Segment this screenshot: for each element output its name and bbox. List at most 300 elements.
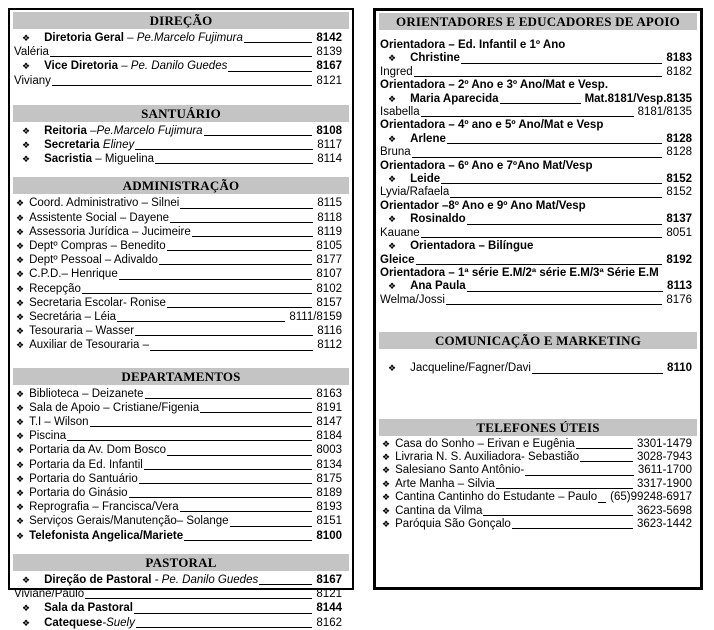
row-label	[29, 443, 166, 457]
directory-row	[10, 429, 352, 443]
diamond-bullet-icon: ❖	[388, 133, 397, 144]
row-label	[29, 486, 127, 500]
row-label-part: Orientadora – Ed. Infantil e 1º Ano	[380, 39, 566, 51]
row-label-part: – Pe. Danilo Guedes	[121, 60, 228, 73]
row-label-part: Secretária – Léia	[29, 311, 117, 324]
directory-row	[10, 324, 352, 338]
extension-number: 3623-1442	[637, 517, 692, 530]
row-label	[14, 45, 49, 59]
leader-line	[416, 264, 663, 265]
row-label	[29, 529, 183, 543]
row-label	[410, 362, 531, 375]
directory-row	[376, 464, 700, 477]
directory-row	[376, 213, 700, 226]
row-label	[395, 478, 495, 491]
directory-row	[10, 529, 352, 543]
row-label-part: Secretaria Escolar- Ronise	[29, 296, 166, 309]
row-label-part: Orientadora – 2º Ano e 3º Ano/Mat e Vesp.	[380, 79, 609, 92]
row-label	[29, 196, 179, 210]
leader-line	[421, 116, 634, 117]
extension-number: 8051	[666, 226, 692, 239]
section-rows	[10, 30, 352, 88]
directory-row	[376, 267, 700, 280]
row-label-part: Paróquia São Gonçalo	[395, 517, 511, 530]
extension-number: 8142	[316, 32, 342, 44]
extension-number: 8128	[666, 132, 692, 145]
extension-number: 8176	[666, 293, 692, 306]
diamond-bullet-icon: ❖	[16, 459, 25, 470]
leader-line	[139, 483, 313, 484]
diamond-bullet-icon: ❖	[382, 451, 391, 462]
leader-line	[192, 236, 313, 237]
extension-number: 8144	[316, 602, 342, 615]
directory-row	[10, 253, 352, 267]
directory-row	[10, 267, 352, 281]
extension-number: 8137	[666, 213, 692, 226]
row-label	[29, 296, 166, 310]
row-label-part: Tesouraria – Wasser	[29, 325, 135, 338]
directory-row	[376, 106, 700, 119]
leader-line	[200, 412, 312, 413]
extension-number: 8117	[317, 139, 342, 152]
row-label	[29, 310, 116, 324]
row-label	[380, 39, 565, 52]
leader-line	[167, 307, 313, 308]
extension-number: Mat.8181/Vesp.8135	[584, 92, 692, 105]
row-label	[380, 160, 592, 173]
row-label	[395, 451, 579, 464]
leader-line	[90, 426, 313, 427]
row-label-part: Piscina	[29, 430, 67, 443]
section-header: ADMINISTRAÇÃO	[13, 177, 349, 194]
row-label-part: Portaria da Av. Dom Bosco	[29, 444, 167, 457]
directory-row	[376, 146, 700, 159]
extension-number: 8152	[666, 173, 692, 186]
diamond-bullet-icon: ❖	[16, 431, 25, 442]
diamond-bullet-icon: ❖	[16, 212, 25, 223]
leader-line	[119, 279, 313, 280]
row-label-part: Ana Paula	[410, 280, 466, 293]
extension-number: 8183	[666, 52, 692, 65]
row-label-part: T.I – Wilson	[29, 416, 89, 429]
extension-number: 8107	[316, 268, 342, 281]
section-header: SANTUÁRIO	[13, 105, 349, 122]
row-label-part: Kauane	[380, 226, 420, 239]
section-rows	[10, 386, 352, 543]
directory-row	[10, 211, 352, 225]
extension-number: (65)99248-6917	[610, 491, 692, 504]
row-label-part: Sacristia	[44, 153, 96, 166]
directory-row	[10, 500, 352, 514]
directory-row	[376, 491, 700, 504]
diamond-bullet-icon: ❖	[22, 33, 31, 43]
row-label-part: -Suely	[102, 616, 135, 629]
directory-row	[10, 472, 352, 486]
leader-line	[259, 584, 312, 585]
row-label	[29, 401, 199, 415]
row-label	[29, 267, 118, 281]
leader-line	[580, 461, 633, 462]
directory-row	[376, 254, 700, 267]
leader-line	[446, 304, 662, 305]
leader-line	[447, 143, 663, 144]
leader-line	[450, 197, 662, 198]
row-label-part: Casa do Sonho – Erivan e Eugênia	[395, 437, 575, 450]
row-label	[410, 52, 460, 65]
row-label	[29, 514, 228, 528]
diamond-bullet-icon: ❖	[16, 502, 25, 513]
row-label-part: Recepção	[29, 282, 81, 295]
diamond-bullet-icon: ❖	[22, 125, 31, 136]
row-label	[44, 616, 135, 630]
diamond-bullet-icon: ❖	[16, 530, 25, 541]
row-label-part: Secretaria	[44, 139, 103, 152]
leader-line	[421, 237, 663, 238]
row-label-part: Telefonista Angelica/Mariete	[29, 529, 184, 542]
extension-number: 8167	[316, 60, 342, 73]
diamond-bullet-icon: ❖	[16, 388, 25, 399]
diamond-bullet-icon: ❖	[16, 326, 25, 337]
directory-row	[10, 296, 352, 310]
diamond-bullet-icon: ❖	[16, 283, 25, 294]
row-label	[380, 66, 413, 79]
row-label	[380, 79, 608, 92]
directory-row	[376, 79, 700, 92]
directory-row	[376, 478, 700, 491]
row-label-part: Isabella	[380, 106, 420, 119]
leader-line	[598, 502, 606, 503]
diamond-bullet-icon: ❖	[16, 445, 25, 456]
leader-line	[412, 157, 663, 158]
row-label	[410, 173, 440, 186]
directory-row	[10, 486, 352, 500]
row-label	[410, 213, 466, 226]
row-label-part: Ingred	[380, 65, 413, 78]
row-label-part: Assessoria Jurídica – Jucimeire	[29, 225, 191, 238]
leader-line	[117, 321, 285, 322]
section-santuario	[10, 105, 352, 167]
row-label	[395, 464, 524, 477]
diamond-bullet-icon: ❖	[22, 61, 31, 72]
row-label	[380, 267, 659, 280]
section-header: COMUNICAÇÃO E MARKETING	[379, 332, 697, 349]
diamond-bullet-icon: ❖	[16, 516, 25, 527]
leader-line	[180, 208, 313, 209]
leader-line	[85, 598, 312, 599]
leader-line	[532, 373, 663, 374]
directory-row	[10, 152, 352, 166]
section-rows	[376, 350, 700, 375]
row-label-part: Reitoria	[44, 124, 91, 137]
section-rows	[10, 123, 352, 167]
directory-row	[376, 66, 700, 79]
row-label-part: Sala de Apoio – Cristiane/Figenia	[29, 401, 200, 414]
leader-line	[184, 540, 312, 541]
row-label	[44, 573, 258, 587]
row-label-part: Viviane/Paulo	[14, 588, 85, 601]
directory-row	[376, 173, 700, 186]
directory-row	[10, 387, 352, 401]
diamond-bullet-icon: ❖	[22, 140, 31, 151]
section-header: DEPARTAMENTOS	[13, 368, 349, 385]
leader-line	[170, 222, 313, 223]
leader-line	[155, 163, 313, 164]
row-label-part: Vice Diretoria	[44, 60, 122, 73]
extension-number: 8113	[667, 280, 692, 293]
leader-line	[67, 440, 312, 441]
row-label-part: Cantina Cantinho do Estudante – Paulo	[395, 491, 598, 504]
diamond-bullet-icon: ❖	[382, 492, 391, 503]
leader-line	[129, 497, 313, 498]
row-label-part: Coord. Administrativo – Silnei	[29, 197, 180, 210]
diamond-bullet-icon: ❖	[22, 574, 31, 585]
leader-line	[180, 511, 313, 512]
diamond-bullet-icon: ❖	[382, 505, 391, 516]
diamond-bullet-icon: ❖	[16, 198, 25, 209]
extension-number: 8182	[666, 65, 692, 78]
diamond-bullet-icon: ❖	[382, 518, 391, 529]
row-label-part: Portaria da Ed. Infantil	[29, 458, 143, 471]
directory-row	[10, 196, 352, 210]
row-label	[380, 227, 420, 240]
extension-number: 8121	[316, 74, 342, 87]
section-administracao	[10, 177, 352, 352]
diamond-bullet-icon: ❖	[388, 363, 397, 374]
extension-number: 8118	[317, 211, 342, 224]
row-label	[395, 491, 597, 504]
row-label-part: Orientadora – 6º Ano e 7ºAno Mat/Vesp	[380, 159, 593, 172]
row-label	[29, 211, 169, 225]
section-header: ORIENTADORES E EDUCADORES DE APOIO	[379, 13, 697, 30]
leader-line	[144, 469, 313, 470]
leader-line	[441, 183, 662, 184]
row-label	[29, 338, 149, 352]
row-label-part: Lyvia/Rafaela	[380, 186, 450, 199]
row-label	[380, 106, 420, 119]
directory-row	[376, 93, 700, 106]
extension-number: 3301-1479	[637, 437, 692, 450]
right-directory-panel	[373, 8, 703, 590]
row-label-part: Maria Aparecida	[410, 92, 499, 105]
diamond-bullet-icon: ❖	[388, 241, 397, 252]
directory-row	[10, 514, 352, 528]
left-directory-panel	[8, 8, 354, 629]
directory-row	[10, 458, 352, 472]
extension-number: 8116	[317, 325, 342, 338]
row-label	[410, 280, 466, 293]
leader-line	[135, 149, 313, 150]
directory-row	[10, 443, 352, 457]
row-label	[29, 282, 81, 296]
row-label-part: Assistente Social – Dayene	[29, 211, 170, 224]
leader-line	[135, 335, 313, 336]
directory-row	[376, 294, 700, 307]
section-rows	[10, 572, 352, 630]
directory-row	[376, 133, 700, 146]
leader-line	[150, 350, 313, 351]
row-label-part: Sala da Pastoral	[44, 602, 133, 615]
row-label	[14, 74, 51, 88]
row-label	[395, 518, 511, 531]
row-label-part: Eliney	[102, 139, 135, 152]
leader-line	[244, 42, 313, 43]
row-label	[29, 324, 134, 338]
diamond-bullet-icon: ❖	[16, 241, 25, 252]
leader-line	[136, 627, 313, 628]
directory-row	[376, 186, 700, 199]
leader-line	[496, 488, 633, 489]
diamond-bullet-icon: ❖	[16, 402, 25, 413]
row-label	[44, 601, 133, 615]
row-label	[410, 133, 446, 146]
row-label-part: Arlene	[410, 132, 446, 145]
row-label-part: Cantina da Vilma	[395, 504, 483, 517]
diamond-bullet-icon: ❖	[16, 488, 25, 499]
row-label	[410, 93, 498, 106]
leader-line	[500, 103, 581, 104]
row-label-part: Christine	[410, 52, 460, 65]
section-direcao	[10, 12, 352, 88]
directory-row	[376, 227, 700, 240]
extension-number: 8114	[317, 153, 342, 166]
directory-row	[10, 282, 352, 296]
diamond-bullet-icon: ❖	[388, 281, 397, 292]
leader-line	[167, 250, 313, 251]
directory-row	[10, 616, 352, 630]
leader-line	[134, 613, 312, 614]
directory-row	[376, 280, 700, 293]
leader-line	[204, 135, 313, 136]
leader-line	[512, 528, 633, 529]
section-telefones	[376, 419, 700, 532]
directory-row	[376, 362, 700, 375]
extension-number: 8121	[316, 588, 342, 601]
directory-row	[376, 438, 700, 451]
section-header: PASTORAL	[13, 554, 349, 571]
extension-number: 8163	[316, 387, 342, 400]
directory-row	[10, 310, 352, 324]
section-rows	[376, 437, 700, 532]
leader-line	[483, 515, 633, 516]
diamond-bullet-icon: ❖	[16, 297, 25, 308]
row-label-part: Orientadora – 1ª série E.M/2ª série E.M/3ª Série E.M	[380, 266, 659, 279]
row-label-part: Portaria do Ginásio	[29, 487, 128, 500]
leader-line	[50, 56, 312, 57]
diamond-bullet-icon: ❖	[388, 93, 397, 104]
directory-row	[10, 138, 352, 152]
section-orientadores	[376, 13, 700, 307]
row-label-part: Orientador –8º Ano e 9º Ano Mat/Vesp	[380, 199, 586, 212]
extension-number: 8152	[666, 186, 692, 199]
directory-row	[376, 240, 700, 253]
extension-number: 8100	[316, 529, 342, 542]
row-label-part: Salesiano Santo Antônio-	[395, 464, 525, 477]
extension-number: 8147	[316, 416, 342, 429]
row-label-part: Portaria do Santuário	[29, 472, 138, 485]
diamond-bullet-icon: ❖	[16, 255, 25, 266]
row-label-part: C.P.D.– Henrique	[29, 268, 118, 281]
directory-row	[376, 505, 700, 518]
directory-row	[376, 451, 700, 464]
leader-line	[228, 71, 312, 72]
section-pastoral	[10, 554, 352, 630]
directory-row	[376, 119, 700, 132]
diamond-bullet-icon: ❖	[388, 214, 397, 225]
row-label	[44, 31, 243, 45]
row-label	[395, 505, 482, 518]
extension-number: 3028-7943	[637, 450, 692, 463]
leader-line	[467, 291, 663, 292]
row-label	[29, 472, 138, 486]
row-label	[44, 138, 134, 152]
extension-number: 8191	[316, 401, 342, 414]
directory-row	[10, 225, 352, 239]
directory-row	[376, 39, 700, 52]
leader-line	[525, 475, 634, 476]
extension-number: 8115	[317, 197, 342, 210]
extension-number: 8189	[316, 487, 342, 500]
extension-number: 8112	[317, 339, 342, 352]
row-label	[29, 239, 166, 253]
row-label	[29, 415, 88, 429]
directory-row	[10, 59, 352, 73]
directory-row	[10, 573, 352, 587]
section-rows	[10, 195, 352, 352]
directory-row	[10, 338, 352, 352]
row-label-part: Rosinaldo	[410, 213, 466, 226]
leader-line	[576, 448, 633, 449]
leader-line	[414, 76, 663, 77]
leader-line	[461, 63, 662, 64]
row-label-part: Deptº Pessoal – Adivaldo	[29, 254, 158, 267]
row-label-part: Auxiliar de Tesouraria –	[29, 339, 150, 352]
diamond-bullet-icon: ❖	[22, 603, 31, 614]
row-label-part: Welma/Jossi	[380, 293, 445, 306]
directory-row	[376, 518, 700, 531]
diamond-bullet-icon: ❖	[382, 438, 391, 449]
extension-number: 3623-5698	[637, 504, 692, 517]
row-label	[380, 200, 586, 213]
diamond-bullet-icon: ❖	[16, 269, 25, 280]
section-departamentos	[10, 368, 352, 543]
row-label	[14, 587, 84, 601]
extension-number: 3611-1700	[637, 464, 692, 477]
row-label-part: – Miguelina	[95, 153, 155, 166]
row-label	[29, 387, 143, 401]
directory-row	[10, 45, 352, 59]
extension-number: 8128	[666, 146, 692, 159]
diamond-bullet-icon: ❖	[22, 154, 31, 165]
row-label	[29, 458, 143, 472]
extension-number: 8134	[316, 458, 342, 471]
leader-line	[52, 85, 313, 86]
row-label-part: - Pe. Danilo Guedes	[154, 573, 259, 586]
leader-line	[82, 293, 313, 294]
extension-number: 8110	[667, 362, 692, 375]
row-label	[44, 59, 227, 73]
directory-row	[10, 124, 352, 138]
leader-line	[145, 398, 313, 399]
row-label-part: Diretoria Geral	[44, 32, 128, 44]
row-label-part: –Pe.Marcelo Fujimura	[90, 124, 203, 137]
directory-row	[376, 200, 700, 213]
row-label-part: Jacqueline/Fagner/Davi	[410, 362, 531, 375]
extension-number: 8108	[316, 124, 342, 137]
directory-row	[376, 52, 700, 65]
diamond-bullet-icon: ❖	[388, 53, 397, 64]
row-label	[380, 119, 603, 132]
row-label-part: Reprografia – Francisca/Vera	[29, 501, 179, 514]
